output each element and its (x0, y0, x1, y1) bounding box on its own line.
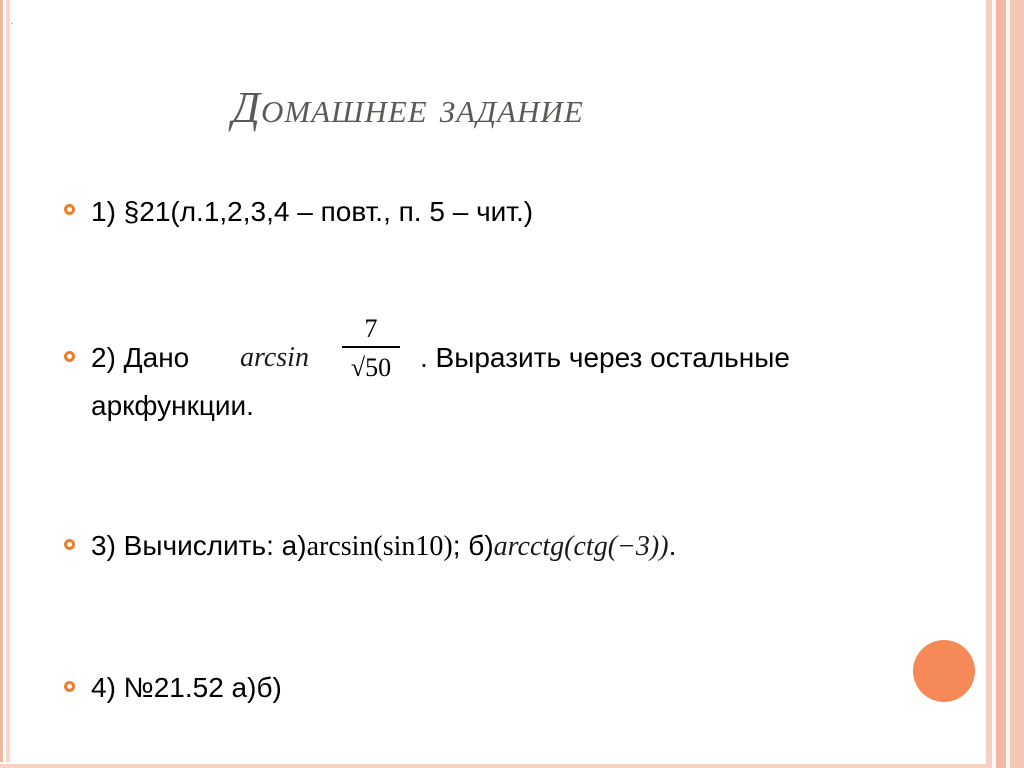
fraction-numerator: 7 (364, 314, 378, 343)
item-3-expression-b: arcctg(ctg(−3)) (493, 531, 669, 562)
slide-title: Домашнее задание (232, 83, 584, 132)
item-3-separator: ; б) (452, 530, 494, 561)
bullet-icon (64, 539, 75, 550)
item-3-prefix: 3) Вычислить: а) (91, 530, 307, 561)
corner-mark: . (11, 17, 14, 26)
item-4-text: 4) №21.52 а)б) (91, 672, 282, 703)
left-frame-border (0, 0, 10, 768)
bullet-icon (64, 204, 75, 215)
item-2-prefix: 2) Дано (91, 342, 190, 373)
bullet-icon (64, 681, 75, 692)
decorative-circle (913, 640, 975, 702)
bullet-icon (64, 351, 75, 362)
bottom-frame-border (0, 762, 986, 768)
item-2-continuation: аркфункции. (91, 390, 254, 421)
item-2-suffix: . Выразить через остальные (420, 342, 790, 373)
fraction-denominator: √50 (350, 353, 392, 382)
item-3-line (91, 528, 676, 565)
item-3-expression-a: arcsin(sin10) (306, 531, 453, 562)
right-frame-border (986, 0, 1024, 768)
item-2-math-function: arcsin (240, 342, 309, 373)
item-2-fraction (340, 312, 402, 384)
item-3-end: . (668, 530, 677, 561)
item-2-line (91, 340, 189, 376)
item-1-text: 1) §21(л.1,2,3,4 – повт., п. 5 – чит.) (91, 196, 534, 227)
